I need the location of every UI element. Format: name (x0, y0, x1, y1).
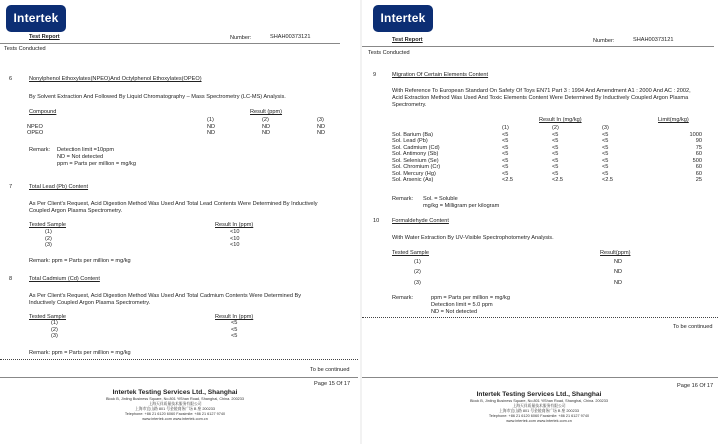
npeo-opeo-table (27, 117, 347, 137)
result-cell: <5 (552, 144, 559, 151)
result-cell: <2.5 (552, 177, 564, 183)
result-cell: <5 (231, 320, 238, 326)
report-label: Test Report (29, 34, 60, 40)
section-method: Coupled Argon Plasma Spectrometry. (29, 208, 123, 214)
section-method: Acid Extraction Method Was Used And Toxic Elements Content Were Determined By Inductively Coupled Argon Plasma (392, 95, 689, 101)
footer-web: www.intertek.com www.intertek.com.cn (142, 416, 208, 421)
result-cell: <5 (502, 164, 509, 170)
element-name: Sol. Mercury (Hg) (392, 170, 436, 177)
footer-address: Block B, Jinling Business Square, No.801 YiShan Road, Shanghai, China. 200233 (105, 396, 245, 401)
number-label: Number: (593, 38, 615, 44)
remark-line: Remark: ppm = Parts per million = mg/kg (29, 350, 131, 356)
result-cell: <5 (602, 170, 609, 177)
section-method: With Water Extraction By UV-Visible Spectrophotometry Analysis. (392, 235, 554, 241)
result-cell: <2.5 (602, 177, 614, 183)
section-method: With Reference To European Standard On Safety Of Toys EN71 Part 3 : 1994 And Amendment A1 : 2000 And AC : 2002, (392, 88, 691, 94)
section-number: 10 (373, 218, 380, 224)
section-method: Spectrometry. (392, 102, 427, 108)
remark-line: ppm = Parts per million = mg/kg (57, 161, 136, 167)
elements-table (392, 125, 702, 184)
section-number: 6 (9, 76, 13, 82)
result-cell: ND (614, 279, 623, 286)
result-cell: <5 (602, 151, 609, 157)
footer-phone: Telephone: +86 21 6120 6060 Facsimile: +86 21 6127 9740 (124, 411, 226, 416)
result-cell: <5 (552, 164, 559, 170)
compound-name: OPEO (27, 130, 44, 136)
result-cell: <10 (230, 235, 240, 242)
col-tested-sample: Tested Sample (29, 314, 67, 320)
result-cell: ND (317, 123, 326, 130)
result-cell: <5 (502, 131, 509, 138)
footer-rule (0, 377, 358, 378)
section-method: As Per Client's Request, Acid Digestion Method Was Used And Total Cadmium Contents Were Determined By (29, 293, 302, 299)
formaldehyde-table (414, 259, 634, 286)
result-cell: <5 (502, 157, 509, 164)
remark-line: Remark: ppm = Parts per million = mg/kg (29, 258, 131, 264)
remark-label: Remark: (392, 295, 414, 301)
footer-phone: Telephone: +86 21 6120 6060 Facsimile: +86 21 6127 9740 (488, 413, 590, 418)
col-result: Result(ppm) (600, 250, 631, 256)
section-method: By Solvent Extraction And Followed By Liquid Chromatography – Mass Spectrometry (LC-MS) Analysis. (29, 94, 286, 100)
report-label: Test Report (392, 37, 423, 43)
page-number: Page 15 Of 17 (314, 381, 351, 387)
result-cell: ND (317, 130, 326, 136)
dotted-separator (362, 317, 718, 318)
result-cell: <5 (552, 131, 559, 138)
col-result: Result In (ppm) (215, 314, 254, 320)
element-name: Sol. Selenium (Se) (392, 157, 439, 164)
intertek-logo: Intertek (373, 5, 433, 32)
to-be-continued: To be continued (673, 324, 713, 330)
result-cell: ND (614, 269, 623, 276)
result-cell: <5 (231, 333, 238, 339)
tests-conducted: Tests Conducted (368, 50, 410, 56)
remark-line: mg/kg = Milligram per kilogram (423, 203, 500, 209)
remark-line: Sol. = Soluble (423, 196, 458, 202)
header-rule (362, 46, 714, 47)
sample-id: (1) (51, 320, 58, 326)
tests-conducted: Tests Conducted (4, 46, 46, 52)
result-cell: <5 (602, 164, 609, 170)
compound-name: NPEO (27, 123, 43, 130)
section-method: As Per Client's Request, Acid Digestion Method Was Used And Total Lead Contents Were Determined By Inductively (29, 201, 318, 207)
sample-header: (3) (317, 117, 324, 123)
element-name: Sol. Lead (Pb) (392, 138, 428, 144)
dotted-separator (0, 359, 358, 360)
result-cell: <5 (502, 151, 509, 157)
section-title: Nonylphenol Ethoxylates(NPEO)And Octylphenol Ethoxylates(OPEO) (29, 76, 202, 82)
footer-address: Block B, Jinling Business Square, No.801 YiShan Road, Shanghai, China. 200233 (469, 398, 609, 403)
element-name: Sol. Arsenic (As) (392, 177, 434, 183)
section-method: Inductively Coupled Argon Plasma Spectrometry. (29, 300, 151, 306)
remark-line: Detection limit = 5.0 ppm (431, 302, 493, 308)
sample-id: (3) (414, 279, 421, 286)
limit-cell: 60 (695, 151, 702, 157)
result-cell: <10 (230, 242, 240, 248)
section-title: Formaldehyde Content (392, 218, 449, 224)
result-cell: <5 (602, 131, 609, 138)
report-number: SHAH00373121 (633, 37, 674, 43)
col-result: Result (ppm) (250, 109, 283, 115)
sample-id: (3) (45, 242, 52, 248)
footer-rule (362, 377, 718, 378)
sample-header: (1) (502, 125, 509, 131)
result-cell: <5 (502, 138, 509, 144)
result-cell: <5 (602, 138, 609, 144)
section-title: Total Lead (Pb) Content (29, 184, 89, 190)
result-cell: <5 (231, 326, 238, 333)
sample-header: (2) (262, 117, 269, 123)
sample-header: (1) (207, 117, 214, 123)
result-cell: ND (262, 123, 271, 130)
result-cell: <5 (552, 138, 559, 144)
result-cell: <2.5 (502, 177, 514, 183)
footer-address-cn: 上海市宜山路 801 号金陵商务广场 B 座 200233 (499, 408, 579, 413)
sample-id: (1) (414, 259, 421, 265)
remark-line: ND = Not detected (57, 154, 104, 160)
footer-company: Intertek Testing Services Ltd., Shanghai (112, 389, 238, 396)
col-tested-sample: Tested Sample (29, 222, 67, 228)
element-name: Sol. Barium (Ba) (392, 131, 434, 138)
sample-header: (2) (552, 125, 559, 131)
footer-web: www.intertek.com www.intertek.com.cn (506, 418, 572, 423)
result-cell: <5 (552, 151, 559, 157)
page-number: Page 16 Of 17 (677, 383, 714, 389)
result-cell: <5 (502, 144, 509, 151)
col-tested-sample: Tested Sample (392, 250, 430, 256)
result-cell: ND (262, 130, 271, 136)
remark-line: Detection limit =10ppm (57, 147, 115, 153)
limit-cell: 75 (695, 144, 702, 151)
section-number: 7 (9, 184, 13, 190)
limit-cell: 60 (695, 170, 702, 177)
sample-id: (2) (51, 326, 58, 333)
sample-id: (2) (414, 269, 421, 276)
col-limit: Limit(mg/kg) (658, 117, 689, 123)
cadmium-table (51, 320, 251, 340)
result-cell: ND (207, 123, 216, 130)
result-cell: ND (614, 259, 623, 265)
remark-label: Remark: (392, 196, 414, 202)
result-cell: <5 (602, 144, 609, 151)
limit-cell: 25 (695, 177, 702, 183)
remark-label: Remark: (29, 147, 51, 153)
to-be-continued: To be continued (310, 367, 350, 373)
footer-address-cn: 上海市宜山路 801 号金陵商务广场 B 座 200233 (135, 406, 215, 411)
result-cell: ND (207, 130, 216, 136)
section-title: Total Cadmium (Cd) Content (29, 276, 100, 282)
result-cell: <10 (230, 229, 240, 235)
col-result: Result In (ppm) (215, 222, 254, 228)
footer (404, 391, 674, 424)
footer (40, 389, 310, 422)
lead-table (45, 229, 250, 249)
col-result: Result In (mg/kg) (539, 117, 582, 123)
limit-cell: 500 (692, 157, 702, 164)
sample-id: (2) (45, 235, 52, 242)
report-number: SHAH00373121 (270, 34, 311, 40)
col-compound: Compound (29, 109, 57, 115)
section-title: Migration Of Certain Elements Content (392, 72, 489, 78)
element-name: Sol. Antimony (Sb) (392, 151, 439, 157)
limit-cell: 90 (695, 138, 702, 144)
remark-line: ND = Not detected (431, 309, 478, 315)
sample-id: (3) (51, 333, 58, 339)
result-cell: <5 (502, 170, 509, 177)
element-name: Sol. Cadmium (Cd) (392, 144, 440, 151)
footer-company: Intertek Testing Services Ltd., Shanghai (476, 391, 602, 398)
result-cell: <5 (602, 157, 609, 164)
section-number: 8 (9, 276, 13, 282)
section-number: 9 (373, 72, 377, 78)
report-page-16 (362, 0, 720, 444)
remark-line: ppm = Parts per million = mg/kg (431, 295, 510, 301)
footer-address-cn: 上海天祥质量技术服务有限公司 (512, 403, 566, 408)
header-rule (0, 43, 340, 44)
footer-address-cn: 上海天祥质量技术服务有限公司 (148, 401, 202, 406)
element-name: Sol. Chromium (Cr) (392, 164, 441, 170)
result-cell: <5 (552, 157, 559, 164)
sample-header: (3) (602, 125, 609, 131)
intertek-logo: Intertek (6, 5, 66, 32)
result-cell: <5 (552, 170, 559, 177)
limit-cell: 1000 (689, 131, 702, 138)
limit-cell: 60 (695, 164, 702, 170)
sample-id: (1) (45, 229, 52, 235)
number-label: Number: (230, 35, 252, 41)
